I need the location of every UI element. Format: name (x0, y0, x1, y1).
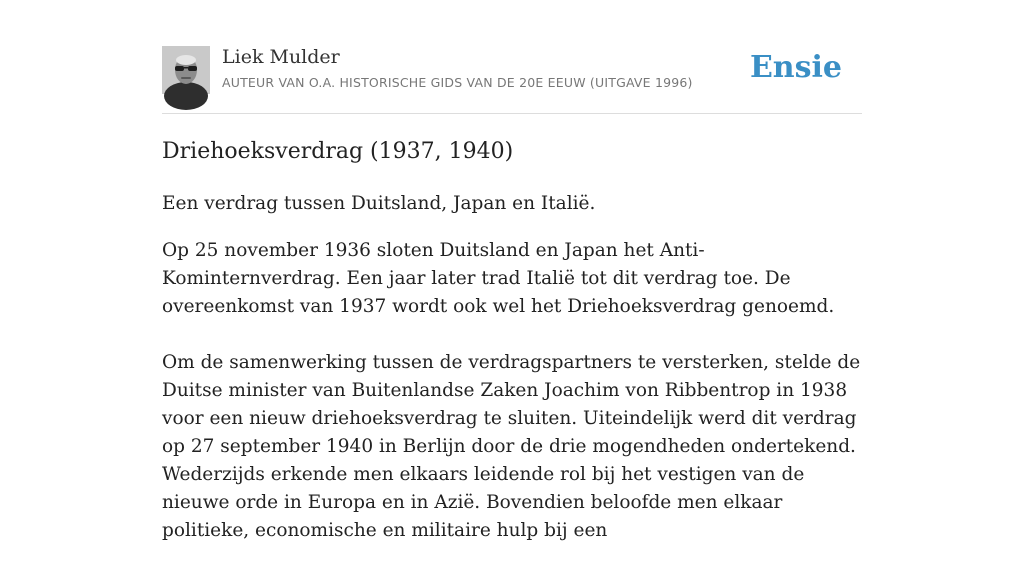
author-header (162, 46, 862, 114)
article-title: Driehoeksverdrag (1937, 1940) (162, 139, 514, 164)
author-name[interactable]: Liek Mulder (222, 46, 340, 68)
article-body (162, 237, 872, 573)
author-portrait-icon (162, 46, 210, 94)
author-avatar[interactable] (162, 46, 210, 94)
article-paragraph: Op 25 november 1936 sloten Duitsland en Japan het Anti-Kominternverdrag. Een jaar later trad Italië tot dit verdrag toe. De overeenkomst van 1937 wordt ook wel het Driehoeksverdrag genoemd. (162, 240, 835, 317)
article-paragraph: Om de samenwerking tussen de verdragspartners te versterken, stelde de Duitse minister van Buitenlandse Zaken Joachim von Ribbentrop in 1938 voor een nieuw driehoeksverdrag te sluiten. Uiteindelijk werd dit verdrag op 27 september 1940 in Berlijn door de drie mogendheden ondertekend. Wederzijds erkende men elkaars leidende rol bij het vestigen van de nieuwe orde in Europa en in Azië. Bovendien beloofde men elkaar politieke, economische en militaire hulp bij een (162, 352, 861, 541)
ensie-logo[interactable]: Ensie (749, 50, 842, 85)
article-subtitle: Een verdrag tussen Duitsland, Japan en Italië. (162, 193, 596, 214)
author-bio: AUTEUR VAN O.A. HISTORISCHE GIDS VAN DE 20E EEUW (UITGAVE 1996) (222, 75, 693, 90)
